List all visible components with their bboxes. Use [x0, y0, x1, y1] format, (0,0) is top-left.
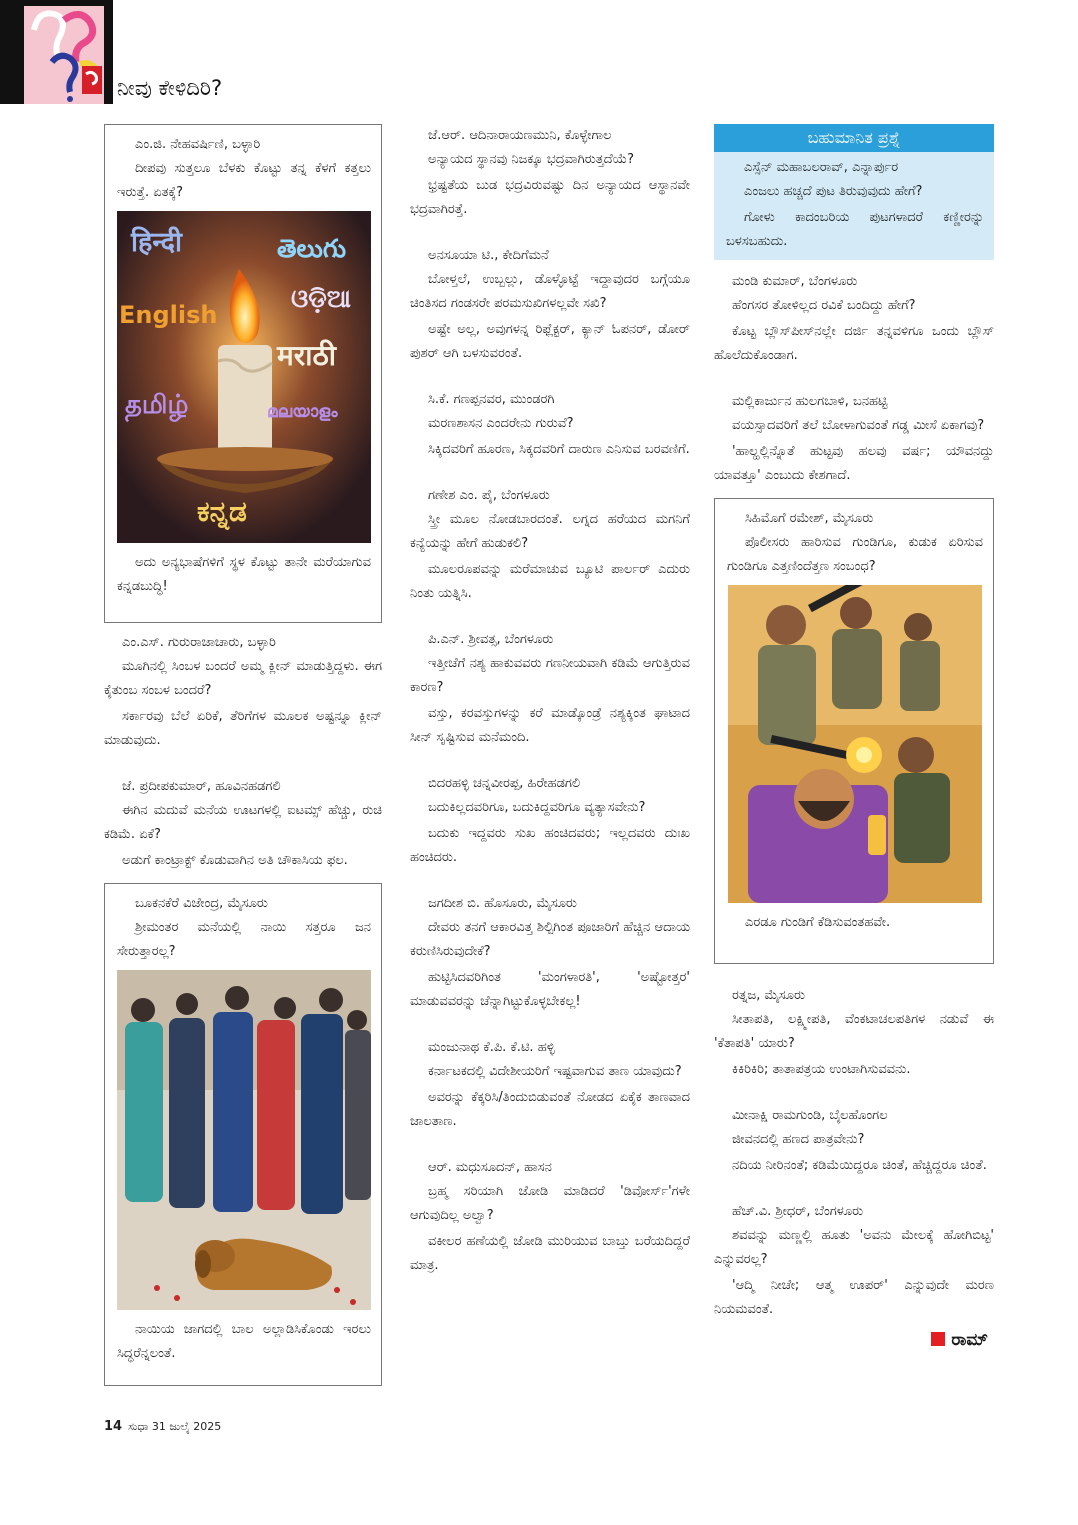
question-text: ಶ್ರೀಮಂತರ ಮನೆಯಲ್ಲಿ ನಾಯಿ ಸತ್ತರೂ ಜನ ಸೇರುತ್ತಾರಲ್ಲ? — [117, 920, 371, 959]
answer-caption: ನಾಯಿಯ ಜಾಗದಲ್ಲಿ ಬಾಲ ಅಲ್ಲಾಡಿಸಿಕೊಂಡು ಇರಲು ಸಿದ್ಧರೆನ್ನಲಂತೆ. — [117, 1322, 371, 1361]
answer-text: ಅಷ್ಟೇ ಅಲ್ಲ, ಅವುಗಳನ್ನ ರಿಫ್ಲೆಕ್ಟರ್, ಕ್ಯಾನ್ ಓಪನರ್, ಡೋರ್ ಪುಶರ್ ಆಗಿ ಬಳಸುವರಂತೆ. — [410, 322, 690, 361]
answer-text: 'ಆದ್ಮಿ ನೀಚೇ; ಆತ್ಮ ಊಪರ್' ಎನ್ನುವುದೇ ಮರಣ ನಿಯಮವಂತೆ. — [714, 1278, 994, 1317]
answer-text: ಕಿಕಿರಿಕಿರಿ; ತಾತಾಪತ್ರಯ ಉಂಟಾಗಿಸುವವನು. — [732, 1062, 911, 1077]
column-1 — [104, 124, 382, 1394]
answer-text: ಬದುಕು ಇದ್ದವರು ಸುಖ ಹಂಚಿದವರು; ಇಲ್ಲದವರು ದುಃಖ ಹಂಚಿದರು. — [410, 826, 690, 865]
publication-info: ಸುಧಾ 31 ಜುಲೈ 2025 — [128, 1420, 222, 1433]
column-logo — [0, 0, 113, 104]
author-signature — [714, 1330, 994, 1350]
question-text: ಸ್ತ್ರೀ ಮೂಲ ನೋಡಬಾರದಂತೆ. ಲಗ್ನದ ಹರೆಯದ ಮಗನಿಗೆ ಕನ್ಯೆಯನ್ನು ಹೇಗೆ ಹುಡುಕಲಿ? — [410, 512, 690, 551]
answer-caption: ಅದು ಅನ್ಯಭಾಷೆಗಳಿಗೆ ಸ್ಥಳ ಕೊಟ್ಟು ತಾನೇ ಮರೆಯಾಗುವ ಕನ್ನಡಬುದ್ಧಿ! — [117, 555, 371, 594]
lamp-word-odia: ଓଡ଼ିଆ — [291, 284, 351, 313]
page-footer — [104, 1419, 221, 1434]
asker-name: ಮಲ್ಲಿಕಾರ್ಜುನ ಹುಲಗಬಾಳಿ, ಬನಹಟ್ಟಿ — [732, 394, 888, 409]
answer-text: ಭ್ರಷ್ಟತೆಯ ಬುಡ ಭದ್ರವಿರುವಷ್ಟು ದಿನ ಅನ್ಯಾಯದ ಆಸ್ಥಾನವೇ ಭದ್ರವಾಗಿರತ್ತೆ. — [410, 178, 690, 217]
asker-name: ಜಗದೀಶ ಬಿ. ಹೊಸೂರು, ಮೈಸೂರು — [428, 896, 577, 911]
question-text: ಪೊಲೀಸರು ಹಾರಿಸುವ ಗುಂಡಿಗೂ, ಕುಡುಕ ಏರಿಸುವ ಗುಂಡಿಗೂ ಎತ್ತಣಿಂದೆತ್ತಣ ಸಂಬಂಧ? — [727, 535, 983, 574]
question-text: ಬ್ರಹ್ಮ ಸರಿಯಾಗಿ ಜೋಡಿ ಮಾಡಿದರೆ 'ಡಿವೋರ್ಸ್'ಗಳೇ ಆಗುವುದಿಲ್ಲ ಅಲ್ವಾ? — [410, 1184, 690, 1223]
qa-item — [104, 631, 382, 753]
asker-name: ಗಣೇಶ ಎಂ. ಪೈ, ಬೆಂಗಳೂರು — [428, 488, 550, 503]
asker-name: ಎಸ್ಸೆನ್ ಮಹಾಬಲರಾವ್, ಎನ್ನಾರ್ಪುರ — [744, 160, 899, 175]
question-text: ಹೆಂಗಸರ ತೋಳಿಲ್ಲದ ರವಿಕೆ ಬಂದಿದ್ದು ಹೇಗೆ? — [732, 298, 916, 313]
question-text: ಮರಣಶಾಸನ ಎಂದರೇನು ಗುರುವೆ? — [428, 416, 574, 431]
answer-caption: ಎರಡೂ ಗುಂಡಿಗೆ ಕೆಡಿಸುವಂತಹವೇ. — [745, 915, 891, 930]
section-title: ನೀವು ಕೇಳಿದಿರಿ? — [117, 76, 223, 100]
qa-item — [714, 390, 994, 488]
question-text: ಶವವನ್ನು ಮಣ್ಣಲ್ಲಿ ಹೂತು 'ಅವನು ಮೇಲಕ್ಕೆ ಹೋಗಿಬಿಟ್ಟ' ಎನ್ನುವರಲ್ಲ? — [714, 1228, 994, 1267]
question-text: ಬೋಳ್ತಲೆ, ಉಬ್ಬಲ್ಲು, ಡೊಳ್ಳೊಟ್ಟೆ ಇದ್ದಾವುದರ ಬಗ್ಗೆಯೂ ಚಿಂತಿಸದ ಗಂಡಸರೇ ಪರಮಸುಖಿಗಳಲ್ಲವೇ ಸಖಿ? — [410, 272, 690, 311]
question-text: ಈಗಿನ ಮದುವೆ ಮನೆಯ ಊಟಗಳಲ್ಲಿ ಐಟಮ್ಸ್ ಹೆಚ್ಚು, ರುಚಿ ಕಡಿಮೆ. ಏಕೆ? — [104, 803, 382, 842]
prize-question-box — [714, 124, 994, 260]
qa-item — [714, 1200, 994, 1322]
asker-name: ಪಿ.ಎನ್. ಶ್ರೀವತ್ಸ, ಬೆಂಗಳೂರು — [428, 632, 554, 647]
asker-name: ಜೆ. ಪ್ರದೀಪಕುಮಾರ್, ಹೂವಿನಹಡಗಲಿ — [122, 779, 281, 794]
question-mark-logo-icon — [24, 0, 108, 104]
featured-qa-box-1 — [104, 124, 382, 623]
question-text: ಜೀವನದಲ್ಲಿ ಹಣದ ಪಾತ್ರವೇನು? — [732, 1132, 865, 1147]
qa-item — [714, 984, 994, 1082]
question-text: ಸೀತಾಪತಿ, ಲಕ್ಷ್ಮೀಪತಿ, ವೆಂಕಟಾಚಲಪತಿಗಳ ನಡುವೆ ಈ 'ಕೆತಾಪತಿ' ಯಾರು? — [714, 1012, 994, 1051]
asker-name: ಮೀನಾಕ್ಷಿ ರಾಮಗುಂಡಿ, ಬೈಲಹೊಂಗಲ — [732, 1108, 888, 1123]
qa-item — [410, 772, 690, 870]
qa-item — [410, 1156, 690, 1278]
question-text: ಇತ್ತೀಚೆಗೆ ನಶ್ಯ ಹಾಕುವವರು ಗಣನೀಯವಾಗಿ ಕಡಿಮೆ ಆಗುತ್ತಿರುವ ಕಾರಣ? — [410, 656, 690, 695]
qa-item — [410, 892, 690, 1014]
answer-text: ಗೋಳು ಕಾದಂಬರಿಯ ಪುಟಗಳಾದರೆ ಕಣ್ಣೀರನ್ನು ಬಳಸಬಹುದು. — [726, 210, 984, 249]
qa-item — [714, 1104, 994, 1178]
lamp-word-english: English — [119, 301, 218, 329]
asker-name: ಬೂಕನಕೆರೆ ವಿಜೇಂದ್ರ, ಮೈಸೂರು — [135, 896, 268, 911]
lamp-word-hindi: हिन्दी — [131, 227, 183, 258]
qa-item — [714, 270, 994, 368]
qa-item — [727, 507, 983, 579]
answer-text: 'ಹಾಲ್ಹಲ್ಲಿನ್ನೊತೆ ಹುಟ್ಟವು ಹಲವು ವರ್ಷ; ಯೌವನದ್ದು ಯಾವತ್ತೂ' ಎಂಬುದು ಕೇಶಗಾದೆ. — [714, 444, 994, 483]
qa-item — [410, 1036, 690, 1134]
answer-text: ವಕೀಲರ ಹಣೆಯಲ್ಲಿ ಜೋಡಿ ಮುರಿಯುವ ಬಾಬ್ತು ಬರೆಯದಿದ್ದರೆ ಮಾತ್ರ. — [410, 1234, 690, 1273]
question-text: ಮೂಗಿನಲ್ಲಿ ಸಿಂಬಳ ಬಂದರೆ ಅಮ್ಮ ಕ್ಲೀನ್ ಮಾಡುತ್ತಿದ್ದಳು. ಈಗ ಕೈತುಂಬ ಸಂಬಳ ಬಂದರೆ? — [104, 659, 382, 698]
answer-text: ಅವರನ್ನು ಕೆಕ್ಕರಿಸಿ/ತಿಂದುಬಿಡುವಂತೆ ನೋಡದ ಏಕೈಕ ತಾಣವಾದ ಜಾಲತಾಣ. — [410, 1090, 690, 1129]
question-text: ಎಂಜಲು ಹಚ್ಚದೆ ಪುಟ ತಿರುವುವುದು ಹೇಗೆ? — [744, 184, 923, 199]
answer-text: ಸಿಕ್ಕಿದವರಿಗೆ ಹೂರಣ, ಸಿಕ್ಕದವರಿಗೆ ದಾರುಣ ಎನಿಸುವ ಬರವಣಿಗೆ. — [428, 442, 690, 457]
lamp-word-tamil: தமிழ் — [125, 390, 189, 420]
answer-text: ವಸ್ತು, ಕರವಸ್ತುಗಳನ್ನು ಕರೆ ಮಾಡ್ಕೊಂಡ್ರೆ ನಶ್ಯಕ್ಕಿಂತ ಘಾಟಾದ ಸೀನ್ ಸೃಷ್ಟಿಸುವ ಮನೆಮಂದಿ. — [410, 706, 690, 745]
answer-text: ಮೂಲರೂಪವನ್ನು ಮರೆಮಾಚುವ ಬ್ಯೂಟಿ ಪಾರ್ಲರ್ ಎದುರು ನಿಂತು ಯತ್ನಿಸಿ. — [410, 562, 690, 601]
asker-name: ಜೆ.ಆರ್. ಆದಿನಾರಾಯಣಮುನಿ, ಕೊಳ್ಳೇಗಾಲ — [428, 128, 612, 143]
asker-name: ಆರ್. ಮಧುಸೂದನ್, ಹಾಸನ — [428, 1160, 552, 1175]
qa-item — [117, 133, 371, 205]
asker-name: ಸಿ.ಕೆ. ಗಣಪ್ಪನವರ, ಮುಂಡರಗಿ — [428, 392, 555, 407]
asker-name: ರತ್ನಜ, ಮೈಸೂರು — [732, 988, 805, 1003]
question-text: ದೀಪವು ಸುತ್ತಲೂ ಬೆಳಕು ಕೊಟ್ಟು ತನ್ನ ಕೆಳಗೆ ಕತ್ತಲು ಇರುತ್ತೆ. ಏತಕ್ಕೆ? — [117, 161, 371, 200]
lamp-word-marathi: मराठी — [277, 339, 336, 372]
answer-text: ಸರ್ಕಾರವು ಬೆಲೆ ಏರಿಕೆ, ತೆರಿಗೆಗಳ ಮೂಲಕ ಅಷ್ಟನ್ನೂ ಕ್ಲೀನ್ ಮಾಡುವುದು. — [104, 709, 382, 748]
funeral-dog-illustration — [117, 970, 371, 1310]
qa-item — [410, 244, 690, 366]
asker-name: ಅನಸೂಯಾ ಟಿ., ಕೇದಿಗೆಮನೆ — [428, 248, 549, 263]
lamp-illustration — [117, 211, 371, 543]
qa-item — [726, 156, 984, 254]
featured-qa-box-2 — [104, 883, 382, 1386]
question-text: ವಯಸ್ಸಾದವರಿಗೆ ತಲೆ ಬೋಳಾಗುವಂತೆ ಗಡ್ಡ ಮೀಸೆ ಏಕಾಗವು? — [732, 418, 985, 433]
asker-name: ಮಂಡಿ ಕುಮಾರ್, ಬೆಂಗಳೂರು — [732, 274, 858, 289]
question-text: ಬದುಕಿಲ್ಲದವರಿಗೂ, ಬದುಕಿದ್ದವರಿಗೂ ವ್ಯತ್ಯಾಸವೇನು? — [428, 800, 646, 815]
lamp-word-malayalam: മലയാളം — [267, 402, 338, 422]
prize-heading: ಬಹುಮಾನಿತ ಪ್ರಶ್ನೆ — [714, 124, 994, 152]
qa-item — [410, 628, 690, 750]
column-2 — [410, 124, 690, 1300]
question-text: ಅನ್ಯಾಯದ ಸ್ಥಾನವು ನಿಜಕ್ಕೂ ಭದ್ರವಾಗಿರುತ್ತದೆಯೆ? — [428, 152, 635, 167]
author-name: ರಾಮ್ — [951, 1330, 988, 1350]
red-square-icon — [931, 1332, 945, 1346]
qa-item — [117, 892, 371, 964]
answer-text: ನದಿಯ ನೀರಿನಂತೆ; ಕಡಿಮೆಯಿದ್ದರೂ ಚಿಂತೆ, ಹೆಚ್ಚಿದ್ದರೂ ಚಿಂತೆ. — [732, 1158, 987, 1173]
asker-name: ಮಂಜುನಾಥ ಕೆ.ಪಿ. ಕೆ.ಟಿ. ಹಳ್ಳಿ — [428, 1040, 555, 1055]
question-text: ದೇವರು ತನಗೆ ಆಕಾರವಿತ್ತ ಶಿಲ್ಪಿಗಿಂತ ಪೂಜಾರಿಗೆ ಹೆಚ್ಚಿನ ಆದಾಯ ಕರುಣಿಸಿರುವುದೇಕೆ? — [410, 920, 690, 959]
column-3 — [714, 124, 994, 1350]
asker-name: ಹೆಚ್.ವಿ. ಶ್ರೀಧರ್, ಬೆಂಗಳೂರು — [732, 1204, 864, 1219]
lamp-word-kannada: ಕನ್ನಡ — [197, 495, 247, 528]
qa-item — [410, 124, 690, 222]
qa-item — [104, 775, 382, 873]
answer-text: ಅಡುಗೆ ಕಾಂಟ್ರಾಕ್ಟ್ ಕೊಡುವಾಗಿನ ಅತಿ ಚೌಕಾಸಿಯ ಫಲ. — [122, 853, 348, 868]
page-number: 14 — [104, 1419, 123, 1434]
police-drunk-illustration — [728, 585, 982, 903]
lamp-word-telugu: తెలుగు — [277, 234, 347, 263]
question-text: ಕರ್ನಾಟಕದಲ್ಲಿ ವಿದೇಶೀಯರಿಗೆ ಇಷ್ಟವಾಗುವ ತಾಣ ಯಾವುದು? — [428, 1064, 682, 1079]
featured-qa-box-3 — [714, 498, 994, 964]
answer-text: ಕೊಟ್ಟ ಬ್ಲೌಸ್‌ಪೀಸ್‌ನಲ್ಲೇ ದರ್ಜಿ ತನ್ನವಳಿಗೂ ಒಂದು ಬ್ಲೌಸ್ ಹೊಲೆದುಕೊಂಡಾಗ. — [714, 324, 994, 363]
asker-name: ಸಿಹಿಮೊಗೆ ರಮೇಶ್, ಮೈಸೂರು — [745, 511, 874, 526]
qa-item — [410, 484, 690, 606]
answer-text: ಹುಟ್ಟಿಸಿದವರಿಗಿಂತ 'ಮಂಗಳಾರತಿ', 'ಅಷ್ಟೋತ್ತರ' ಮಾಡುವವರನ್ನು ಚೆನ್ನಾಗಿಟ್ಟುಕೊಳ್ಳಬೇಕಲ್ಲ! — [410, 970, 690, 1009]
asker-name: ಬಿದರಹಳ್ಳಿ ಚನ್ನವೀರಪ್ಪ, ಹಿರೇಹಡಗಲಿ — [428, 776, 581, 791]
asker-name: ಎಂ.ಜಿ. ನೇಹವರ್ಷಿಣಿ, ಬಳ್ಳಾರಿ — [135, 137, 261, 152]
qa-item — [410, 388, 690, 462]
asker-name: ಎಂ.ಎಸ್. ಗುರುರಾಜಾಚಾರು, ಬಳ್ಳಾರಿ — [122, 635, 276, 650]
